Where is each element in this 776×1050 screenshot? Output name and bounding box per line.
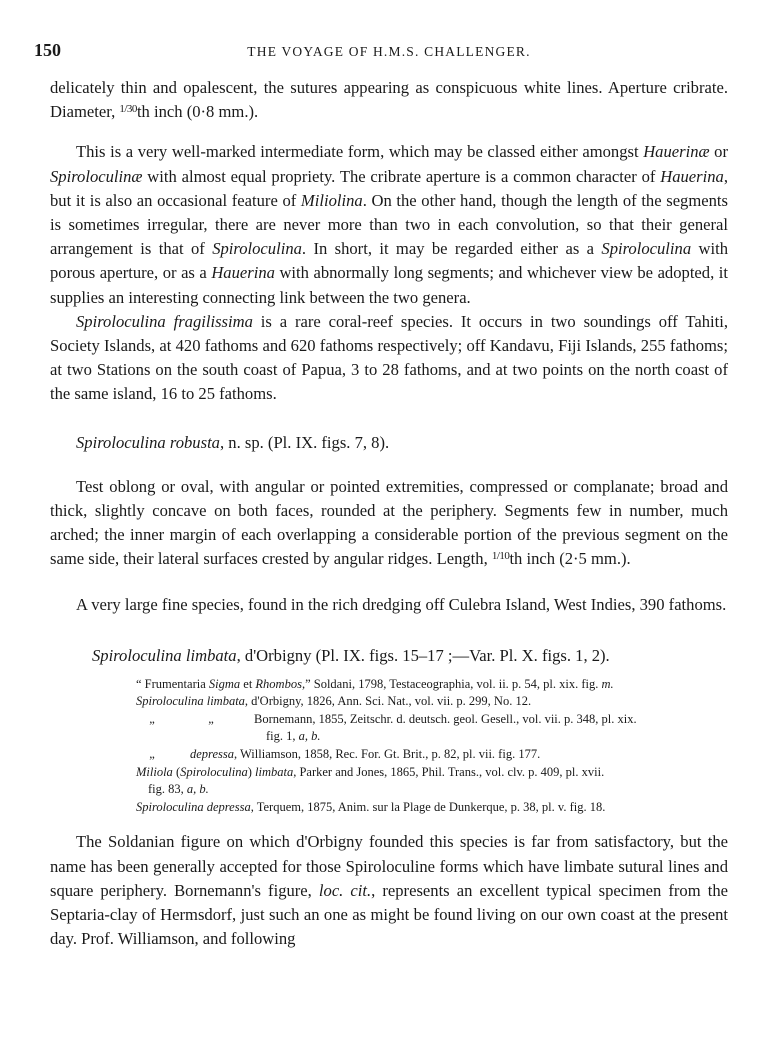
text-run: The Soldanian figure on which d'Orbigny founded this species is far from satisfactory, but the name has been generally accepted for those Spiroloculine forms which have limbate sutural lines and square periphery. Bornemann's figure,	[50, 832, 728, 900]
text-run: A very large fine species, found in the rich dredging off Culebra Island, West Indies, 390 fathoms.	[76, 595, 727, 615]
text-run: Bornemann, 1855, Zeitschr. d. deutsch. geol. Gesell., vol. vii. p. 348, pl. xix.	[254, 711, 637, 726]
taxon-name: Spiroloculina	[212, 239, 302, 259]
synonymy-entry	[50, 764, 728, 799]
text-run: )	[247, 764, 255, 779]
text-run: fig. 83,	[148, 782, 187, 797]
running-title: THE VOYAGE OF H.M.S. CHALLENGER.	[247, 44, 531, 59]
text-run: with almost equal propriety. The cribrate aperture is a common character of	[142, 166, 661, 186]
taxon-name: Miliolina	[300, 190, 363, 210]
synonymy-entry	[50, 676, 728, 694]
text-run: , but it is also an occasional feature of	[50, 166, 728, 210]
text-run: with porous aperture, or as a	[50, 239, 728, 283]
text-run: et	[240, 676, 256, 691]
text-run: , d'Orbigny, 1826, Ann. Sci. Nat., vol. vii. p. 299, No. 12.	[244, 694, 532, 709]
text-run: fig. 1,	[266, 729, 299, 744]
text-run: ” Soldani, 1798, Testaceographia, vol. ii. p. 54, pl. xix. fig.	[305, 676, 602, 691]
synonymy-entry	[50, 711, 728, 746]
taxon-name: Hauerina	[211, 263, 275, 283]
taxon-name: depressa	[190, 747, 234, 762]
ditto-mark: „	[149, 747, 155, 762]
taxon-name: Hauerina	[660, 166, 724, 186]
text-run: “ Frumentaria	[136, 676, 209, 691]
text-run: is a rare coral-reef species. It occurs in two soundings off Tahiti, Society Islands, at 420 fathoms and 620 fathoms respectively; off Kandavu, Fiji Islands, 255 fathoms; at two Stations on the south coast of Papua, 3 to 28 fathoms, and at two points on the north coast of the same island, 16 to 25 fathoms.	[50, 311, 728, 404]
species-name: Spiroloculina limbata	[92, 645, 237, 665]
species-heading-robusta	[50, 431, 728, 455]
synonymy-entry	[50, 799, 728, 817]
text-run: . In short, it may be regarded either as a	[301, 239, 602, 259]
fraction: 1/10	[491, 550, 510, 563]
taxon-name: Spiroloculina depressa	[136, 799, 251, 814]
text-run: , Parker and Jones, 1865, Phil. Trans., vol. clv. p. 409, pl. xvii.	[293, 764, 605, 779]
taxon-name: limbata	[255, 764, 294, 779]
figure-letter: m.	[601, 676, 614, 691]
taxon-name: Spiroloculina	[180, 764, 248, 779]
synonymy-entry	[50, 693, 728, 711]
continuation-line	[136, 781, 728, 799]
paragraph-intermediate-form	[50, 140, 728, 309]
text-run: th inch (2·5 mm.).	[509, 549, 631, 569]
paragraph-aperture	[50, 76, 728, 126]
plate-reference: , d'Orbigny (Pl. IX. figs. 15–17 ;—Var. Pl. X. figs. 1, 2).	[236, 645, 610, 665]
page-number: 150	[34, 40, 61, 60]
paragraph-distribution	[50, 310, 728, 407]
text-run: , Terquem, 1875, Anim. sur la Plage de Dunkerque, p. 38, pl. v. fig. 18.	[250, 799, 606, 814]
paragraph-soldanian-figure	[50, 830, 728, 951]
text-run: This is a very well-marked intermediate form, which may be classed either amongst	[76, 142, 644, 162]
plate-reference: , n. sp. (Pl. IX. figs. 7, 8).	[219, 432, 390, 452]
page-header	[34, 40, 728, 66]
taxon-name: Spiroloculinæ	[50, 166, 143, 186]
taxon-name: Sigma	[208, 676, 241, 691]
text-run: (	[172, 764, 181, 779]
taxon-name: Spiroloculina fragilissima	[76, 311, 253, 331]
taxon-name: Miliola	[136, 764, 173, 779]
taxon-name: Spiroloculina limbata	[136, 694, 245, 709]
taxon-name: Rhombos,	[255, 676, 306, 691]
taxon-name: Spiroloculina	[601, 239, 692, 259]
text-run: or	[709, 142, 728, 162]
citation-abbrev: loc. cit.	[318, 880, 372, 900]
ditto-mark: „	[208, 711, 214, 726]
text-run: th inch (0·8 mm.).	[136, 102, 259, 122]
species-name: Spiroloculina robusta	[76, 432, 220, 452]
text-run: delicately thin and opalescent, the sutures appearing as conspicuous white lines. Aperture cribrate. Diameter,	[50, 78, 728, 122]
paragraph-description-robusta	[50, 475, 728, 574]
fraction: 1/30	[119, 103, 137, 116]
text-run: . On the other hand, though the length of the segments is sometimes irregular, there are never more than two in each convolution, so that their general arrangement is that of	[50, 190, 728, 259]
figure-letter: a, b.	[298, 729, 321, 744]
synonymy-list	[50, 676, 728, 817]
text-run: , Williamson, 1858, Rec. For. Gt. Brit., p. 82, pl. vii. fig. 177.	[233, 747, 541, 762]
text-run: Test oblong or oval, with angular or pointed extremities, compressed or complanate; broad and thick, slightly concave on both faces, rounded at the periphery. Segments few in number, much arched; the inner margin of each overlapping a considerable portion of the previous segment on the same side, their lateral surfaces crested by angular ridges. Length,	[50, 476, 728, 569]
text-run: , represents an excellent typical specimen from the Septaria-clay of Hermsdorf, just such an one as might be found living on our own coast at the present day. Prof. Williamson, and following	[50, 880, 728, 949]
continuation-line	[136, 728, 728, 746]
species-heading-limbata	[50, 644, 728, 668]
taxon-name: Hauerinæ	[643, 142, 710, 162]
text-run: with abnormally long segments; and whichever view be adopted, it supplies an interesting connecting link between the two genera.	[50, 263, 728, 307]
paragraph-locality-robusta	[50, 593, 728, 617]
synonymy-entry	[50, 746, 728, 764]
figure-letter: a, b.	[186, 782, 209, 797]
ditto-mark: „	[149, 711, 155, 726]
